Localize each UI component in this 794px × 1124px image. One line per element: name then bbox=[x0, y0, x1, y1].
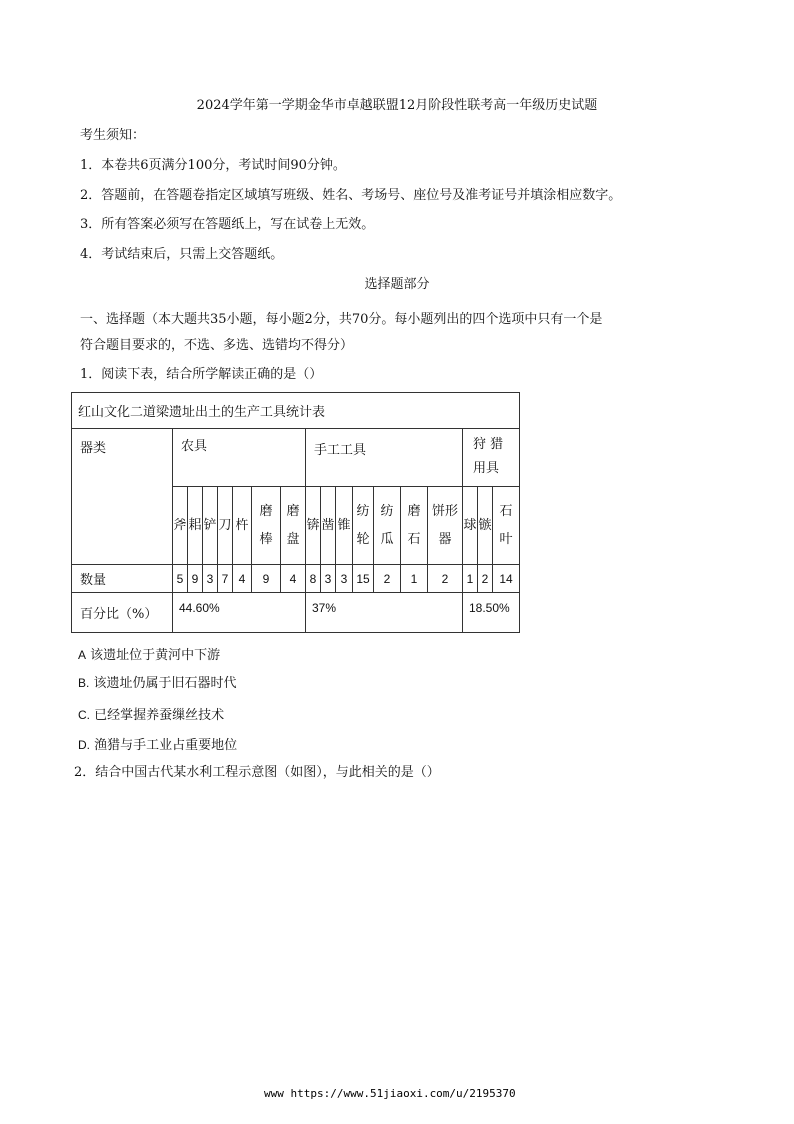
notice-heading: 考生须知： bbox=[80, 128, 146, 143]
count-cell: 15 bbox=[353, 565, 374, 593]
option-letter: B. bbox=[78, 676, 90, 690]
table-caption: 红山文化二道梁遗址出土的生产工具统计表 bbox=[72, 393, 520, 429]
tool-statistics-table bbox=[71, 392, 520, 633]
row-label-count: 数量 bbox=[72, 565, 173, 593]
question-2: 2．结合中国古代某水利工程示意图（如图），与此相关的是（） bbox=[74, 765, 440, 780]
option-b bbox=[78, 674, 237, 693]
option-text: 该遗址仍属于旧石器时代 bbox=[93, 676, 237, 691]
count-cell: 3 bbox=[336, 565, 353, 593]
tool-name: 锥 bbox=[336, 487, 353, 565]
tool-name: 耜 bbox=[188, 487, 203, 565]
tool-name: 石 叶 bbox=[493, 487, 520, 565]
count-cell: 9 bbox=[252, 565, 281, 593]
group-hunting: 狩 猎 用具 bbox=[463, 429, 520, 487]
tool-name: 斧 bbox=[173, 487, 188, 565]
count-cell: 5 bbox=[173, 565, 188, 593]
option-letter: D. bbox=[78, 738, 90, 752]
tool-name: 锛 bbox=[306, 487, 321, 565]
tool-name: 凿 bbox=[321, 487, 336, 565]
notice-item: 1．本卷共6页满分100分，考试时间90分钟。 bbox=[80, 158, 346, 173]
question-1: 1．阅读下表，结合所学解读正确的是（） bbox=[80, 367, 323, 382]
tool-name: 磨 石 bbox=[401, 487, 428, 565]
tool-name: 球 bbox=[463, 487, 478, 565]
tool-name: 纺 轮 bbox=[353, 487, 374, 565]
tool-name: 镞 bbox=[478, 487, 493, 565]
option-letter: A bbox=[78, 648, 87, 662]
count-cell: 7 bbox=[218, 565, 233, 593]
count-cell: 8 bbox=[306, 565, 321, 593]
count-cell: 4 bbox=[281, 565, 306, 593]
tool-name: 铲 bbox=[203, 487, 218, 565]
percent-handicraft: 37% bbox=[306, 593, 463, 633]
notice-item: 2．答题前，在答题卷指定区域填写班级、姓名、考场号、座位号及准考证号并填涂相应数字。 bbox=[80, 188, 622, 203]
section-title: 选择题部分 bbox=[364, 277, 430, 292]
count-cell: 2 bbox=[428, 565, 463, 593]
group-handicraft: 手工工具 bbox=[306, 429, 463, 487]
group-agricultural: 农具 bbox=[173, 429, 306, 487]
instructions-line: 一、选择题（本大题共35小题，每小题2分，共70分。每小题列出的四个选项中只有一个是 bbox=[80, 312, 603, 327]
row-label-category: 器类 bbox=[72, 429, 173, 565]
count-cell: 2 bbox=[374, 565, 401, 593]
percent-agricultural: 44.60% bbox=[173, 593, 306, 633]
count-cell: 2 bbox=[478, 565, 493, 593]
option-text: 该遗址位于黄河中下游 bbox=[90, 648, 221, 663]
row-label-percent: 百分比（%） bbox=[72, 593, 173, 633]
count-cell: 3 bbox=[321, 565, 336, 593]
tool-name: 磨 盘 bbox=[281, 487, 306, 565]
count-cell: 14 bbox=[493, 565, 520, 593]
tool-name: 磨 棒 bbox=[252, 487, 281, 565]
exam-title: 2024学年第一学期金华市卓越联盟12月阶段性联考高一年级历史试题 bbox=[196, 98, 598, 113]
footer-url[interactable]: www https://www.51jiaoxi.com/u/2195370 bbox=[264, 1087, 516, 1100]
tool-name: 杵 bbox=[233, 487, 252, 565]
notice-item: 4．考试结束后，只需上交答题纸。 bbox=[80, 247, 284, 262]
count-cell: 3 bbox=[203, 565, 218, 593]
count-cell: 1 bbox=[463, 565, 478, 593]
option-text: 渔猎与手工业占重要地位 bbox=[94, 738, 238, 753]
count-cell: 9 bbox=[188, 565, 203, 593]
option-d bbox=[78, 736, 237, 755]
option-a bbox=[78, 646, 220, 665]
tool-name: 刀 bbox=[218, 487, 233, 565]
count-cell: 1 bbox=[401, 565, 428, 593]
instructions-line: 符合题目要求的，不选、多选、选错均不得分） bbox=[80, 338, 354, 353]
option-text: 已经掌握养蚕缫丝技术 bbox=[94, 708, 225, 723]
percent-hunting: 18.50% bbox=[463, 593, 520, 633]
count-cell: 4 bbox=[233, 565, 252, 593]
notice-item: 3．所有答案必须写在答题纸上，写在试卷上无效。 bbox=[80, 217, 375, 232]
tool-name: 纺 瓜 bbox=[374, 487, 401, 565]
tool-name: 饼形 器 bbox=[428, 487, 463, 565]
option-c bbox=[78, 706, 224, 725]
option-letter: C. bbox=[78, 708, 90, 722]
